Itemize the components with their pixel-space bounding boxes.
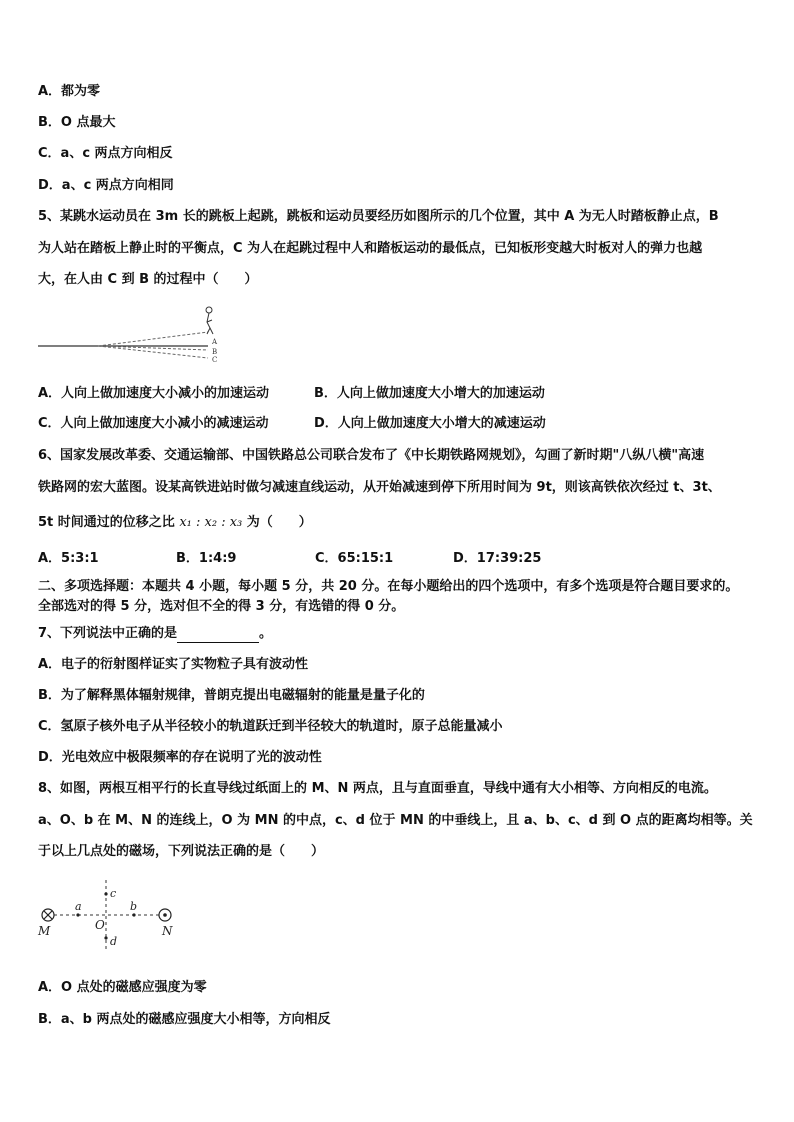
point-a [76,913,79,916]
label-c: c [110,887,117,900]
label-o: O [95,918,105,932]
q7-option-b: B．为了解释黑体辐射规律，普朗克提出电磁辐射的能量是量子化的 [38,688,425,703]
q4-option-a: A．都为零 [38,84,101,99]
q6-line3-prefix: 5t 时间通过的位移之比 [38,515,175,530]
q4-option-b: B．O 点最大 [38,115,116,130]
q5-option-b: B．人向上做加速度大小增大的加速运动 [314,386,545,401]
label-d: d [110,935,118,948]
point-c [104,892,107,895]
q4-option-d: D．a、c 两点方向相同 [38,178,174,193]
q5-options-row2 [38,415,546,433]
q7-stem-prefix: 7、下列说法中正确的是 [38,626,178,641]
q5-option-c: C．人向上做加速度大小减小的减速运动 [38,416,269,431]
board-a [98,332,208,346]
diver-head [206,307,212,313]
point-b [132,913,135,916]
label-a: a [75,900,82,913]
q6-stem-line2: 铁路网的宏大蓝图。设某高铁进站时做匀减速直线运动，从开始减速到停下所用时间为 9t，则该高铁依次经过 t、3t、 [38,480,721,495]
q6-stem-line3 [38,514,312,532]
q5-springboard-figure [38,298,228,363]
q5-stem-line2: 为人站在踏板上静止时的平衡点，C 为人在起跳过程中人和踏板运动的最低点，已知板形变越大时板对人的弹力也越 [38,241,703,256]
q6-option-a: A．5:3:1 [38,551,99,566]
label-b: B [212,348,218,356]
label-b: b [130,900,138,913]
q8-stem-line2: a、O、b 在 M、N 的连线上，O 为 MN 的中点，c、d 位于 MN 的中垂线上，且 a、b、c、d 到 O 点的距离均相等。关 [38,813,753,828]
q5-options-row1 [38,385,545,403]
section2-heading-line2: 全部选对的得 5 分，选对但不全的得 3 分，有选错的得 0 分。 [38,599,405,614]
q7-stem [38,625,272,643]
q7-option-c: C．氢原子核外电子从半径较小的轨道跃迁到半径较大的轨道时，原子总能量减小 [38,719,503,734]
q8-option-a: A．O 点处的磁感应强度为零 [38,980,207,995]
label-m: M [38,924,51,938]
label-a: A [212,338,218,346]
q5-stem-line1: 5、某跳水运动员在 3m 长的跳板上起跳，跳板和运动员要经历如图所示的几个位置，其中 A 为无人时踏板静止点，B [38,209,719,224]
q6-option-c: C．65:15:1 [315,551,394,566]
q5-option-d: D．人向上做加速度大小增大的减速运动 [314,416,546,431]
q6-option-b: B．1:4:9 [176,551,237,566]
wire-n-dot [163,913,167,917]
point-d [104,936,107,939]
diver-body [207,313,213,334]
q7-answer-blank [177,628,259,643]
q6-stem-line1: 6、国家发展改革委、交通运输部、中国铁路总公司联合发布了《中长期铁路网规划》，勾画了新时期"八纵八横"高速 [38,448,705,463]
q6-displacement-ratio: x₁ : x₂ : x₃ [179,515,243,530]
label-n: N [162,924,173,938]
q6-option-d: D．17:39:25 [453,551,542,566]
q5-stem-line3: 大，在人由 C 到 B 的过程中（ ） [38,272,258,287]
q7-stem-suffix: 。 [259,626,273,641]
q6-options-row [38,550,542,568]
q7-option-d: D．光电效应中极限频率的存在说明了光的波动性 [38,750,322,765]
q6-line3-suffix: 为（ ） [246,515,312,530]
section2-heading-line1: 二、多项选择题：本题共 4 小题，每小题 5 分，共 20 分。在每小题给出的四个选项中，有多个选项是符合题目要求的。 [38,579,739,594]
q5-option-a: A．人向上做加速度大小减小的加速运动 [38,386,270,401]
q8-option-b: B．a、b 两点处的磁感应强度大小相等，方向相反 [38,1012,331,1027]
q7-option-a: A．电子的衍射图样证实了实物粒子具有波动性 [38,657,309,672]
q8-wires-figure [36,876,186,960]
q4-option-c: C．a、c 两点方向相反 [38,146,173,161]
q8-stem-line1: 8、如图，两根互相平行的长直导线过纸面上的 M、N 两点，且与直面垂直，导线中通有大小相等、方向相反的电流。 [38,781,717,796]
q8-stem-line3: 于以上几点处的磁场，下列说法正确的是（ ） [38,844,325,859]
label-c: C [212,356,218,363]
